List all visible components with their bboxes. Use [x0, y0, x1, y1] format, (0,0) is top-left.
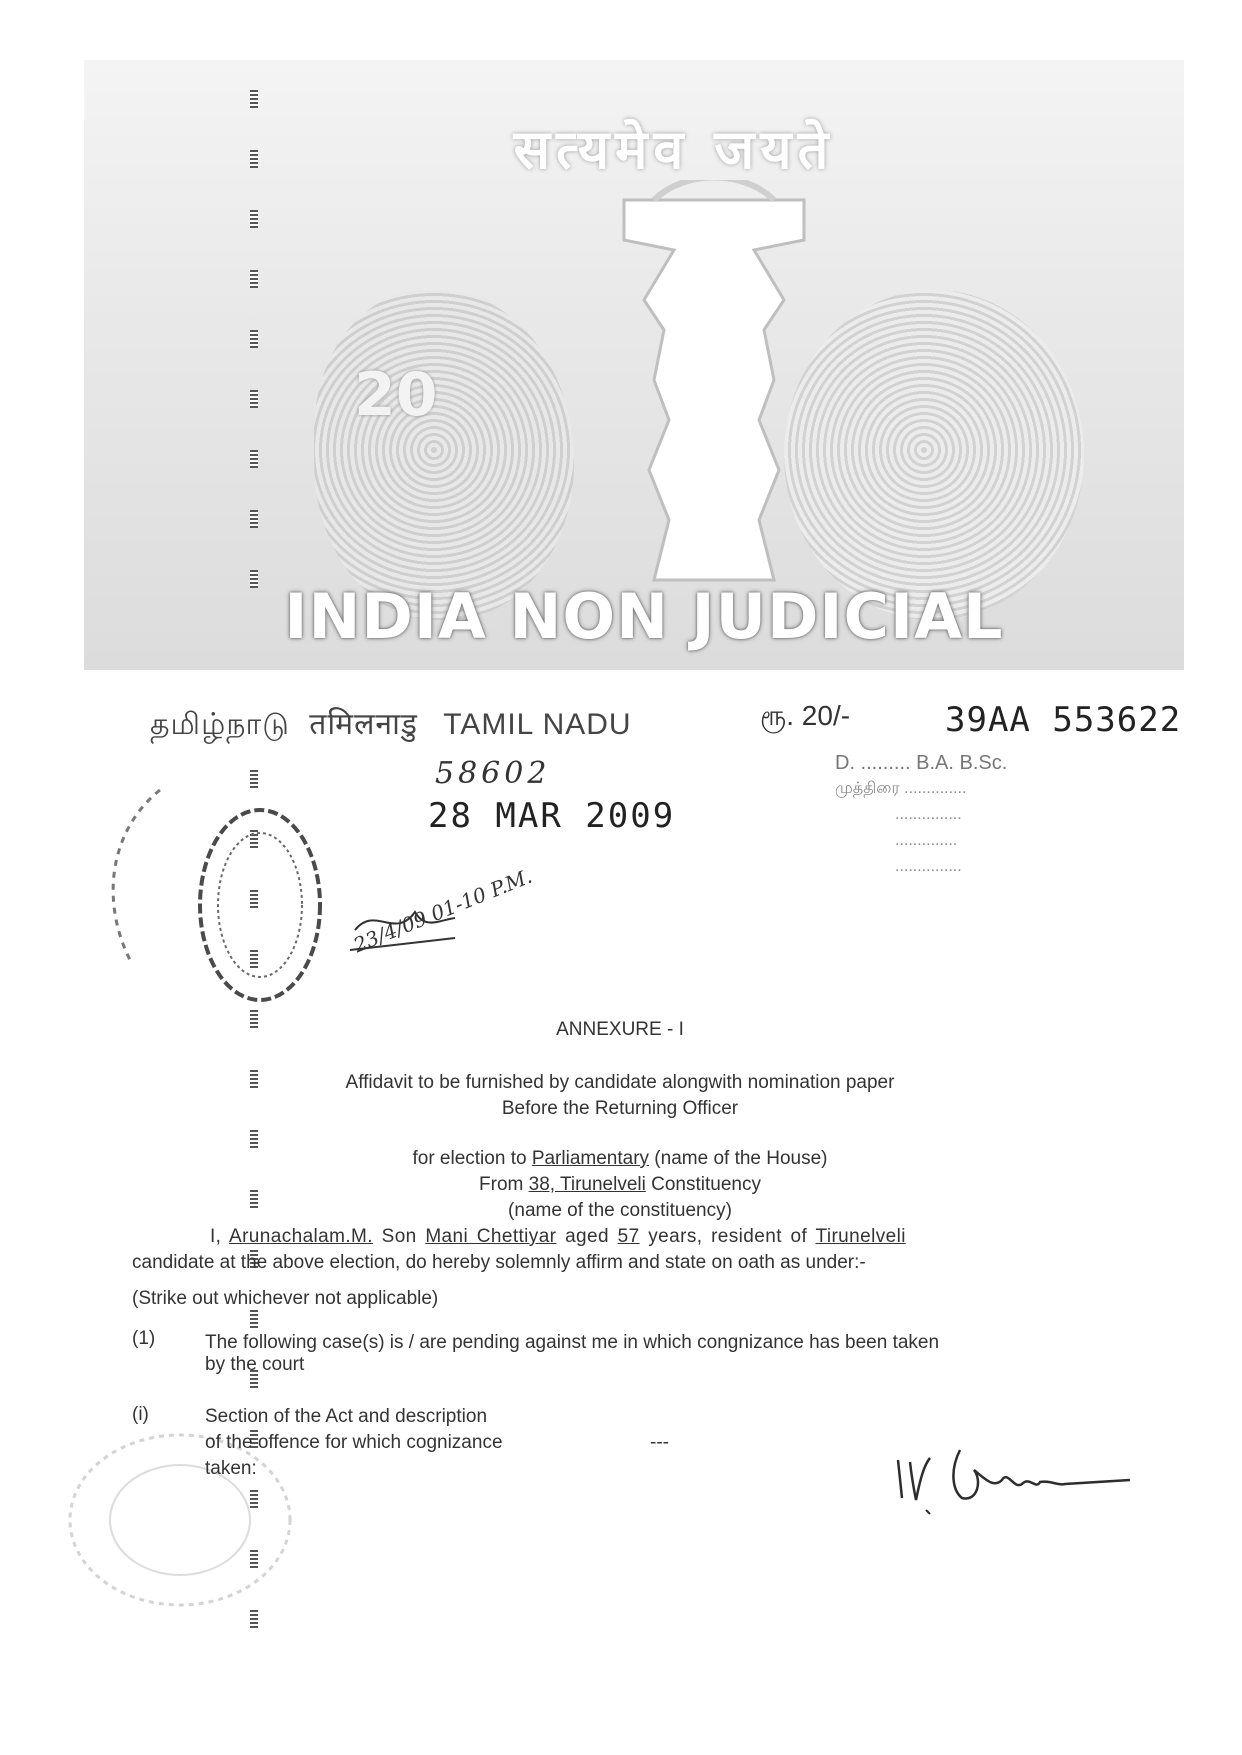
perforation-mark [250, 1310, 258, 1328]
election-prefix: for election to [412, 1148, 532, 1169]
sub-item-text: taken: [205, 1458, 257, 1479]
vendor-line: முத்திரை .............. [835, 780, 967, 797]
constituency-line [200, 1172, 1040, 1198]
constituency-note: (name of the constituency) [508, 1200, 732, 1221]
state-name-hindi: तमिलनाडु [309, 708, 418, 741]
sub-item-text: of the offence for which cognizance [205, 1432, 503, 1453]
annexure-heading: ANNEXURE - I [556, 1019, 684, 1040]
stamp-vendor-block [835, 750, 1165, 880]
perforation-mark [250, 90, 258, 108]
item-text: The following case(s) is / are pending against me in which congnizance has been taken [205, 1332, 940, 1353]
handwritten-entry-number: 58602 [435, 756, 551, 791]
stamp-paper-banner [84, 60, 1184, 670]
state-name-english: TAMIL NADU [443, 708, 632, 741]
perforation-mark [250, 510, 258, 528]
candidate-name: Arunachalam.M. [229, 1226, 373, 1247]
state-name [150, 702, 632, 746]
affirm-text: aged [556, 1226, 618, 1247]
perforation-mark [250, 770, 258, 788]
affirmation-line [210, 1224, 906, 1250]
banner-motto: सत्यमेव जयते [513, 118, 835, 181]
stamp-denomination: ரூ. 20/- [760, 700, 851, 731]
perforation-mark [250, 330, 258, 348]
perforation-mark [250, 450, 258, 468]
item-text: by the court [205, 1354, 305, 1375]
perforation-mark [250, 270, 258, 288]
stamp-date: 28 MAR 2009 [428, 796, 676, 836]
house-name: Parliamentary [531, 1148, 650, 1169]
banner-denomination: 20 [354, 360, 438, 430]
candidate-residence: Tirunelveli [815, 1226, 906, 1247]
house-suffix: (name of the House) [649, 1148, 828, 1169]
affirm-text: Son [372, 1226, 426, 1247]
banner-title: INDIA NON JUDICIAL [284, 580, 1004, 653]
from-prefix: From [479, 1174, 529, 1195]
item-number: (1) [132, 1328, 156, 1349]
constituency-suffix: Constituency [645, 1174, 761, 1195]
vendor-line: ............... [895, 858, 962, 875]
seal-fragment-icon [90, 770, 180, 970]
strike-note: (Strike out whichever not applicable) [132, 1288, 439, 1309]
father-name: Mani Chettiyar [425, 1226, 557, 1247]
constituency-name: 38, Tirunelveli [528, 1174, 646, 1195]
sub-item-text: Section of the Act and description [205, 1406, 488, 1427]
affirm-text: I, [210, 1226, 229, 1247]
official-seal-icon [180, 800, 330, 1010]
stamp-serial-number: 39AA 553622 [945, 700, 1182, 740]
handwritten-time-note: 23/4/09 01-10 P.M. [350, 863, 536, 958]
affidavit-title-line: Affidavit to be furnished by candidate alongwith nomination paper [345, 1072, 895, 1093]
national-emblem-icon [534, 180, 894, 610]
perforation-mark [250, 1010, 258, 1028]
election-line [200, 1146, 1040, 1172]
affidavit-title-line: Before the Returning Officer [501, 1098, 739, 1119]
sub-item-answer: --- [650, 1432, 669, 1453]
candidate-signature [890, 1440, 1140, 1520]
perforation-mark [250, 390, 258, 408]
affirmation-line-2: candidate at the above election, do hereby solemnly affirm and state on oath as under:- [132, 1252, 866, 1273]
sub-item-number: (i) [132, 1404, 149, 1425]
vendor-line: D. ......... B.A. B.Sc. [835, 752, 1008, 774]
candidate-age: 57 [617, 1226, 640, 1247]
vendor-line: ............... [895, 806, 962, 823]
perforation-mark [250, 210, 258, 228]
state-name-tamil: தமிழ்நாடு [150, 708, 290, 741]
perforation-mark [250, 570, 258, 588]
vendor-line: .............. [895, 832, 958, 849]
perforation-mark [250, 150, 258, 168]
affirm-text: years, resident of [639, 1226, 816, 1247]
